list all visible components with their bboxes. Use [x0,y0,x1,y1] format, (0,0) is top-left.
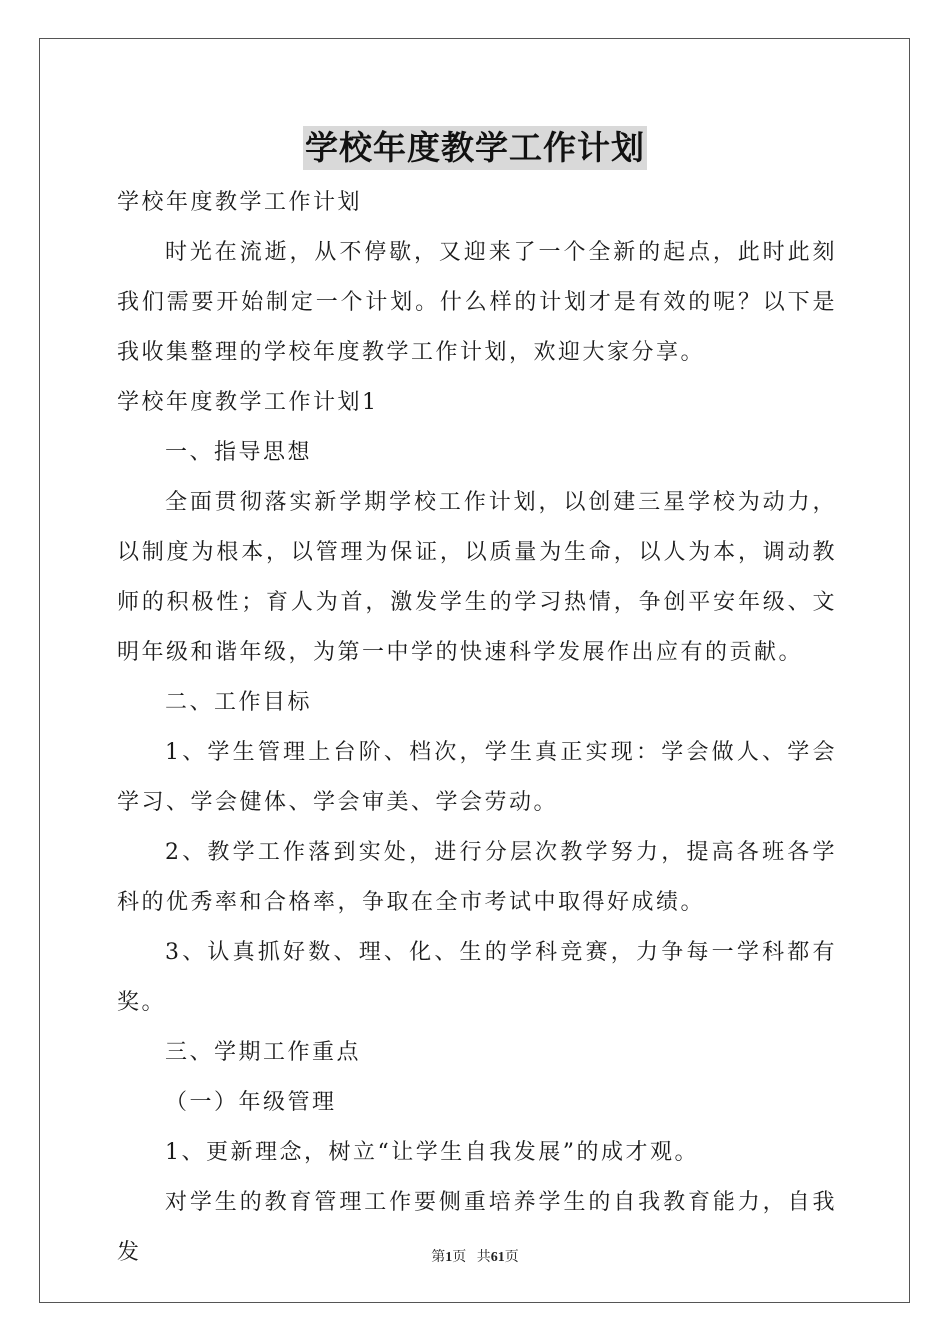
title-container [0,126,950,170]
footer-total-pages: 61 [490,1250,505,1265]
paragraph: 学校年度教学工作计划 [117,190,363,215]
document-body [117,178,837,1278]
footer-page-suffix: 页 [452,1250,467,1265]
paragraph: 三、学期工作重点 [165,1040,362,1065]
paragraph: 3、认真抓好数、理、化、生的学科竞赛，力争每一学科都有奖。 [117,940,837,1015]
footer-page-number: 1 [445,1250,453,1265]
document-title: 学校年度教学工作计划 [303,126,647,170]
page-footer [0,1246,950,1266]
paragraph: （一）年级管理 [165,1090,337,1115]
paragraph: 全面贯彻落实新学期学校工作计划，以创建三星学校为动力，以制度为根本，以管理为保证，以质量为生命，以人为本，调动教师的积极性；育人为首，激发学生的学习热情，争创平安年级、文明年级和谐年级，为第一中学的快速科学发展作出应有的贡献。 [117,490,837,665]
paragraph: 一、指导思想 [165,440,313,465]
footer-total-suffix: 页 [504,1250,519,1265]
footer-total-prefix: 共 [476,1250,491,1265]
paragraph: 时光在流逝，从不停歇，又迎来了一个全新的起点，此时此刻我们需要开始制定一个计划。什么样的计划才是有效的呢？以下是我收集整理的学校年度教学工作计划，欢迎大家分享。 [117,240,837,365]
paragraph: 1、更新理念，树立“让学生自我发展”的成才观。 [165,1140,699,1165]
footer-page-prefix: 第 [431,1250,446,1265]
paragraph: 2、教学工作落到实处，进行分层次教学努力，提高各班各学科的优秀率和合格率，争取在全市考试中取得好成绩。 [117,840,837,915]
paragraph: 学校年度教学工作计划1 [117,390,379,415]
paragraph: 对学生的教育管理工作要侧重培养学生的自我教育能力，自我发 [117,1190,837,1265]
paragraph: 1、学生管理上台阶、档次，学生真正实现：学会做人、学会学习、学会健体、学会审美、学会劳动。 [117,740,837,815]
paragraph: 二、工作目标 [165,690,313,715]
